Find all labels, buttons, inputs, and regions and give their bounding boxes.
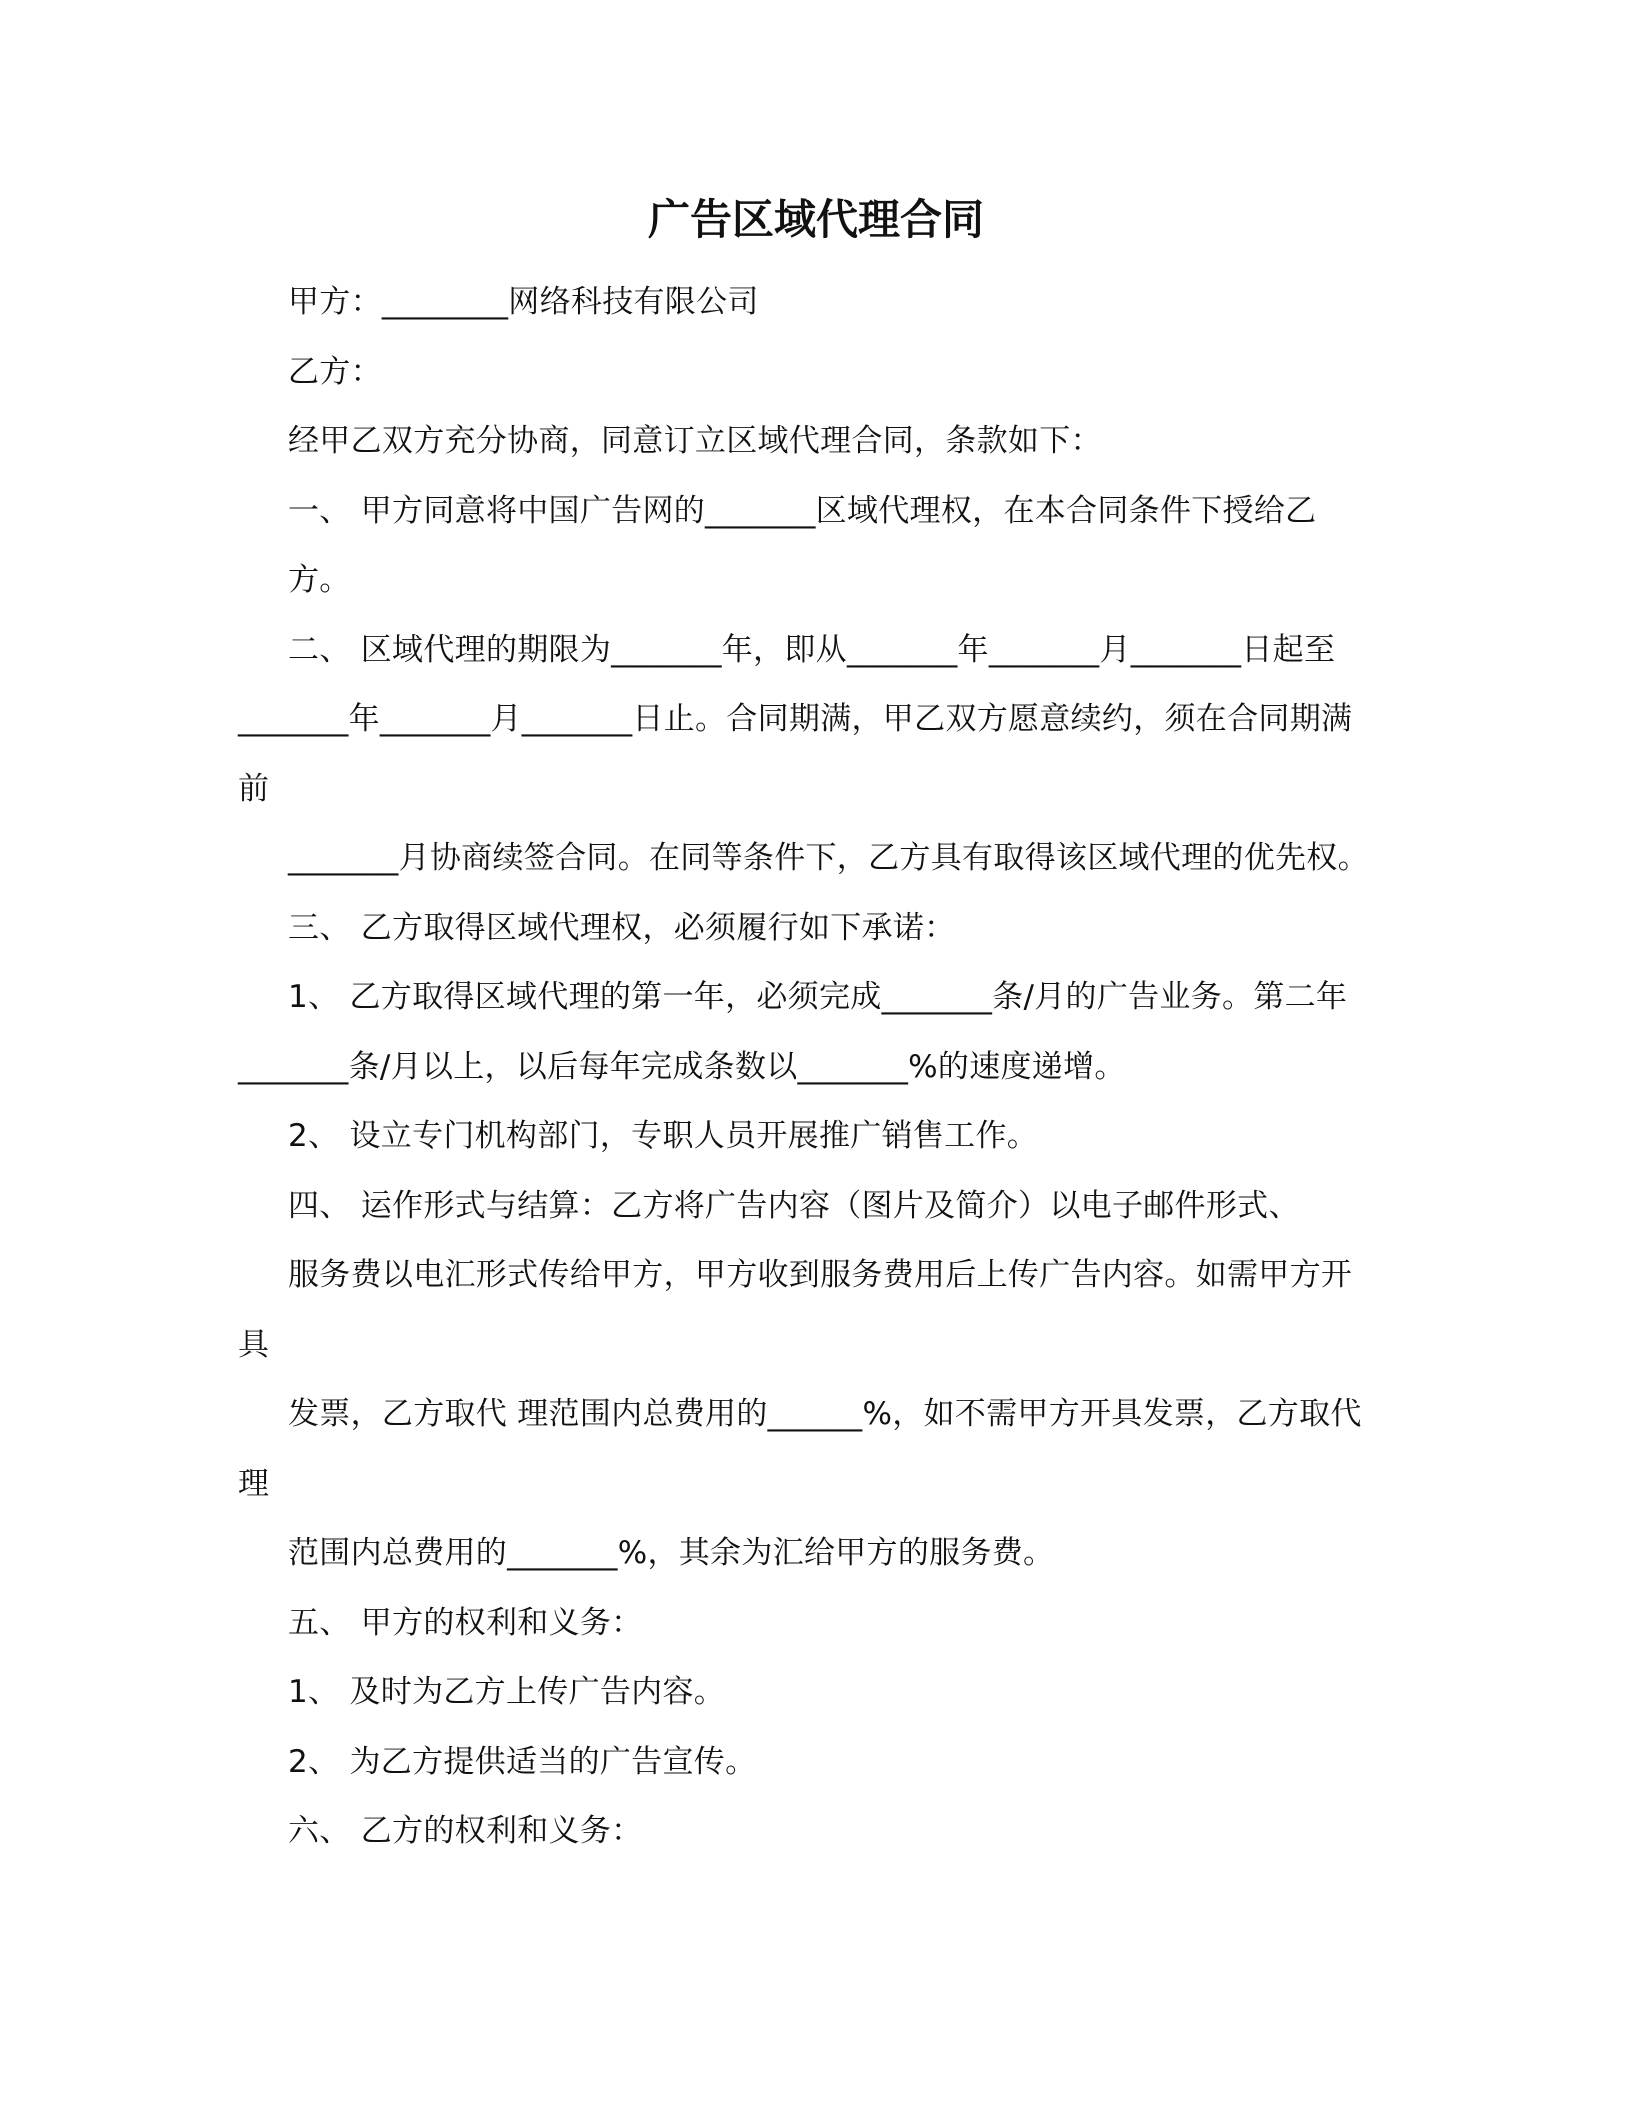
clause-5-item-1: 1、 及时为乙方上传广告内容。 <box>288 1674 726 1710</box>
clause-4-line-6: 范围内总费用的_______%，其余为汇给甲方的服务费。 <box>288 1535 1055 1571</box>
clause-1-line-2: 方。 <box>288 562 351 598</box>
party-b-line: 乙方： <box>288 354 382 390</box>
clause-3-item-1-a: 1、 乙方取得区域代理的第一年，必须完成_______条/月的广告业务。第二年 <box>288 979 1348 1015</box>
clause-5-item-2: 2、 为乙方提供适当的广告宣传。 <box>288 1744 757 1780</box>
clause-2-line-3: 前 <box>238 771 270 807</box>
clause-4-line-1: 四、 运作形式与结算：乙方将广告内容（图片及简介）以电子邮件形式、 <box>288 1188 1300 1224</box>
clause-4-line-3: 具 <box>238 1327 270 1363</box>
preamble-line: 经甲乙双方充分协商，同意订立区域代理合同，条款如下： <box>288 423 1102 459</box>
clause-2-line-1: 二、 区域代理的期限为_______年，即从_______年_______月_______日起至 <box>288 632 1336 668</box>
clause-4-line-2: 服务费以电汇形式传给甲方，甲方收到服务费用后上传广告内容。如需甲方开 <box>288 1257 1353 1293</box>
clause-5-heading: 五、 甲方的权利和义务： <box>288 1605 643 1641</box>
clause-4-line-4: 发票，乙方取代 理范围内总费用的______%，如不需甲方开具发票，乙方取代 <box>288 1396 1362 1432</box>
clause-6-heading: 六、 乙方的权利和义务： <box>288 1813 643 1849</box>
document-title: 广告区域代理合同 <box>647 195 984 244</box>
party-a-line: 甲方：________网络科技有限公司 <box>288 284 759 320</box>
clause-3-item-2: 2、 设立专门机构部门，专职人员开展推广销售工作。 <box>288 1118 1039 1154</box>
clause-1-line-1: 一、 甲方同意将中国广告网的_______区域代理权，在本合同条件下授给乙 <box>288 493 1317 529</box>
clause-2-line-4: _______月协商续签合同。在同等条件下，乙方具有取得该区域代理的优先权。 <box>288 840 1369 876</box>
clause-4-line-5: 理 <box>238 1466 270 1502</box>
clause-3-heading: 三、 乙方取得区域代理权，必须履行如下承诺： <box>288 910 956 946</box>
clause-2-line-2: _______年_______月_______日止。合同期满，甲乙双方愿意续约，须在合同期满 <box>238 701 1353 737</box>
clause-3-item-1-b: _______条/月以上，以后每年完成条数以_______%的速度递增。 <box>238 1049 1126 1085</box>
